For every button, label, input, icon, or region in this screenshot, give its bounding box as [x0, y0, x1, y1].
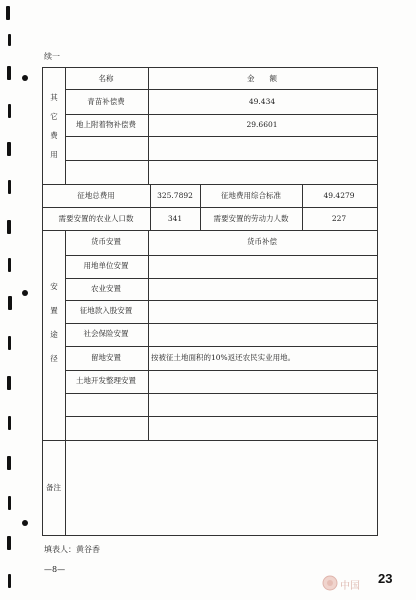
- fee-standard-value: 49.4279: [323, 191, 355, 200]
- watermark-text: 中国: [340, 581, 360, 592]
- fee-standard-label: 征地费用综合标准: [221, 191, 281, 200]
- other-fees-char-2: 它: [50, 112, 58, 121]
- fee-amount-seedling: 49.434: [248, 97, 276, 106]
- resettlement-name-land-development: 土地开发整理安置: [76, 376, 136, 385]
- resettlement-char-1: 安: [50, 282, 58, 291]
- resettlement-char-2: 置: [50, 306, 58, 315]
- other-fees-char-1: 其: [50, 93, 58, 102]
- resettlement-value-reserved-land: 按被征土地面积的10%返还农民实业用地。: [151, 353, 296, 362]
- column-header-amount: 金 额: [247, 74, 277, 83]
- resettlement-name-reserved-land: 留地安置: [91, 353, 121, 362]
- fee-name-seedling: 青苗补偿费: [87, 97, 125, 106]
- fee-name-attachments: 地上附着物补偿费: [76, 120, 136, 129]
- other-fees-char-4: 用: [50, 150, 58, 159]
- other-fees-char-3: 费: [50, 131, 58, 140]
- resettlement-name-employer: 用地单位安置: [83, 261, 129, 270]
- remarks-label: 备注: [46, 483, 61, 492]
- total-fee-value: 325.7892: [157, 191, 193, 200]
- labor-count-label: 需要安置的劳动力人数: [213, 214, 289, 223]
- corner-page-number: 23: [378, 571, 393, 586]
- resettlement-name-agriculture: 农业安置: [91, 284, 121, 293]
- resettlement-value-cash: 货币补偿: [247, 237, 277, 246]
- labor-count-value: 227: [331, 214, 347, 223]
- resettlement-name-equity: 征地款入股安置: [79, 306, 133, 315]
- total-fee-label: 征地总费用: [77, 191, 115, 200]
- continued-label: 续一: [44, 52, 60, 61]
- resettlement-char-3: 途: [50, 330, 58, 339]
- fee-amount-attachments: 29.6601: [246, 120, 278, 129]
- page-number: —8—: [44, 565, 66, 574]
- column-header-name: 名称: [98, 74, 114, 83]
- farm-population-value: 341: [167, 214, 183, 223]
- watermark-emblem-icon: [322, 575, 338, 591]
- farm-population-label: 需要安置的农业人口数: [58, 214, 134, 223]
- filled-by: 填表人：黄谷香: [44, 545, 100, 554]
- watermark: [322, 571, 393, 594]
- resettlement-name-cash: 货币安置: [91, 237, 121, 246]
- resettlement-name-insurance: 社会保险安置: [83, 329, 129, 338]
- resettlement-char-4: 径: [50, 354, 58, 363]
